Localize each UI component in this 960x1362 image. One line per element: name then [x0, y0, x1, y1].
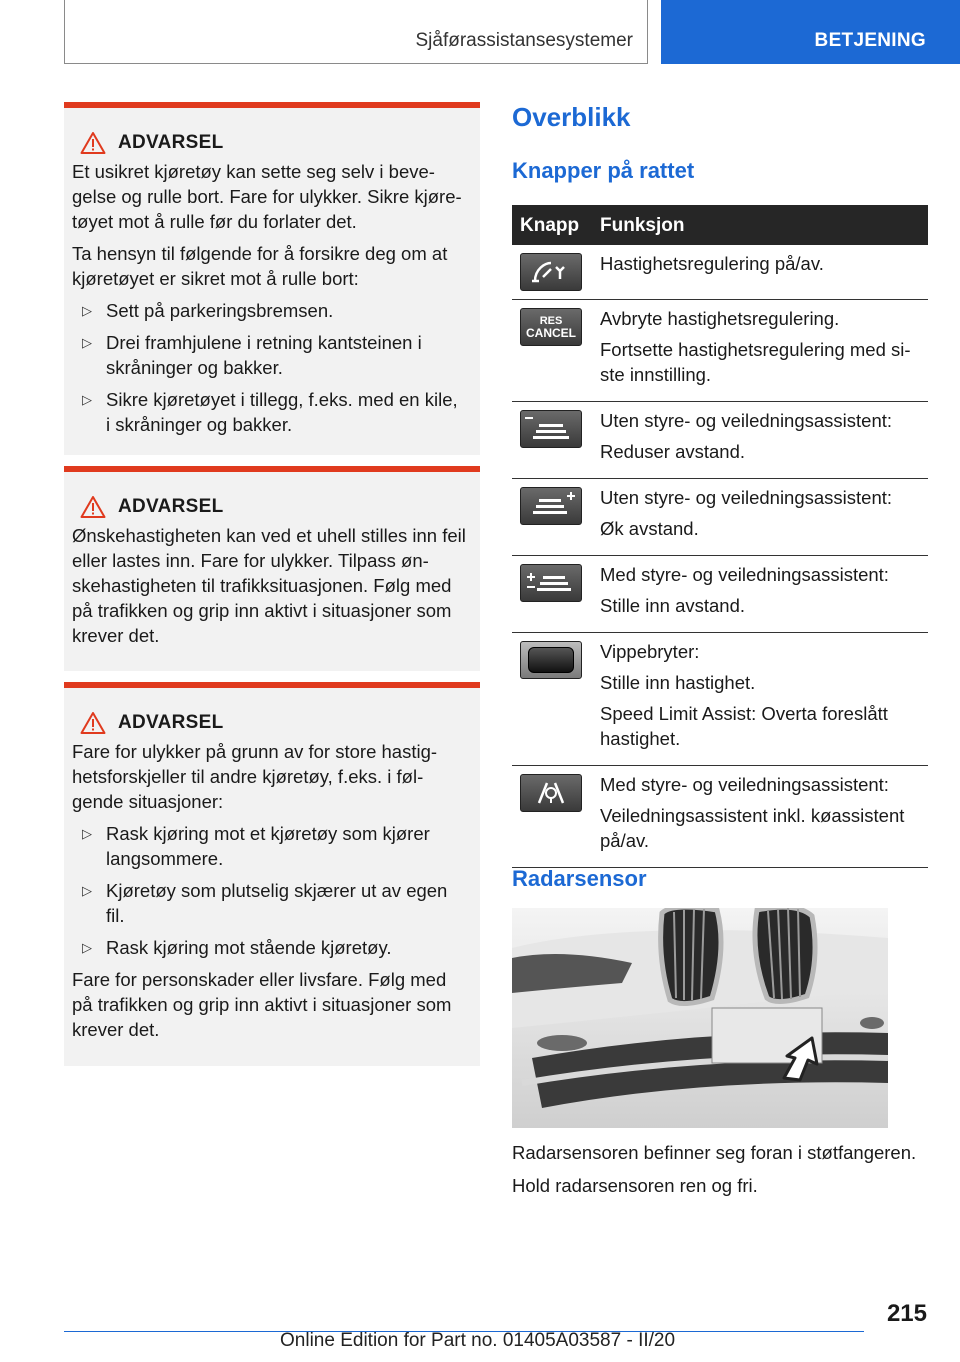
warning-box-2 [64, 466, 480, 671]
table-row [512, 766, 928, 868]
function-text: Øk avstand. [600, 518, 699, 539]
warning-bullet-list [72, 298, 466, 437]
function-text: Med styre- og veiledningsassistent: [600, 564, 889, 585]
triangle-bullet-icon: ▷ [82, 826, 92, 841]
res-cancel-icon: RES CANCEL [520, 308, 582, 346]
triangle-bullet-icon: ▷ [82, 940, 92, 955]
warning-box-1 [64, 102, 480, 455]
list-item: ▷ Kjøretøy som plutselig skjærer ut av egen fil. [82, 880, 448, 926]
warning-triangle-icon [80, 711, 106, 735]
warning-title: ADVARSEL [80, 710, 466, 735]
header-chapter-tab[interactable]: BETJENING [661, 0, 960, 64]
warning-text: Et usikret kjøretøy kan sette seg selv i bevegelse og rulle bort. Fare for ulykker. Sikre kjøretøyet mot å rulle før du forlater det. [72, 161, 462, 232]
warning-text: Fare for ulykker på grunn av for store hastighetsforskjeller til andre kjøretøy, f.eks. i følgende situasjoner: [72, 741, 438, 812]
steering-assist-icon [520, 774, 582, 812]
warning-triangle-icon [80, 495, 106, 519]
warning-text: Ta hensyn til følgende for å forsikre deg om at kjøretøyet er sikret mot å rulle bort: [72, 243, 448, 289]
function-text: Veiledningsassistent inkl. køassistent på/av. [600, 805, 905, 851]
list-item: ▷ Sett på parkeringsbremsen. [82, 300, 334, 321]
section-heading: Overblikk [512, 102, 631, 132]
function-text: Stille inn hastighet. [600, 672, 756, 693]
rocker-switch-icon [520, 641, 582, 679]
function-text: Stille inn avstand. [600, 595, 746, 616]
table-header-button: Knapp [512, 205, 592, 245]
header-section-title: Sjåførassistansesystemer [64, 0, 648, 64]
warning-text: Ønskehastigheten kan ved et uhell stilles inn feil eller lastes inn. Fare for ulykker. Tilpass ønskehastigheten til trafikksituasjonen. Følg med på trafikken og grip inn aktivt i situasjoner som krever det. [72, 525, 466, 646]
function-text: Speed Limit Assist: Overta foreslått hastighet. [600, 703, 888, 749]
warning-triangle-icon [80, 131, 106, 155]
distance-set-icon [520, 564, 582, 602]
triangle-bullet-icon: ▷ [82, 303, 92, 318]
warning-title: ADVARSEL [80, 494, 466, 519]
radar-sensor-car-front-image [512, 908, 888, 1128]
button-function-table [512, 205, 928, 868]
radar-caption: Hold radarsensoren ren og fri. [512, 1175, 758, 1196]
list-item: ▷ Sikre kjøretøyet i tillegg, f.eks. med en kile, i skråninger og bakker. [82, 389, 458, 435]
table-header-function: Funksjon [592, 205, 928, 245]
function-text: Reduser avstand. [600, 441, 746, 462]
list-item: ▷ Drei framhjulene i retning kantsteinen i skråninger og bakker. [82, 332, 422, 378]
distance-plus-icon [520, 487, 582, 525]
triangle-bullet-icon: ▷ [82, 392, 92, 407]
radar-caption: Radarsensoren befinner seg foran i støtfangeren. [512, 1142, 917, 1163]
distance-minus-icon [520, 410, 582, 448]
warning-title: ADVARSEL [80, 130, 466, 155]
function-text: Hastighetsregulering på/av. [600, 253, 824, 274]
table-row [512, 402, 928, 479]
footer-edition: Online Edition for Part no. 01405A03587 - II/20 [280, 1330, 676, 1351]
list-item: ▷ Rask kjøring mot stående kjøretøy. [82, 937, 392, 958]
table-row [512, 633, 928, 766]
function-text: Med styre- og veiledningsassistent: [600, 774, 889, 795]
table-row [512, 300, 928, 402]
warning-text: Fare for personskader eller livsfare. Følg med på trafikken og grip inn aktivt i situasjoner som krever det. [72, 969, 452, 1040]
table-row [512, 479, 928, 556]
function-text: Avbryte hastighetsregulering. [600, 308, 840, 329]
table-row [512, 556, 928, 633]
subsection-heading: Knapper på rattet [512, 158, 695, 183]
warning-box-3 [64, 682, 480, 1066]
page-number: 215 [886, 1300, 927, 1327]
warning-bullet-list [72, 821, 466, 960]
function-text: Uten styre- og veiledningsassistent: [600, 487, 893, 508]
radar-heading: Radarsensor [512, 866, 647, 891]
function-text: Vippebryter: [600, 641, 700, 662]
list-item: ▷ Rask kjøring mot et kjøretøy som kjører langsommere. [82, 823, 430, 869]
triangle-bullet-icon: ▷ [82, 335, 92, 350]
cruise-control-icon [520, 253, 582, 291]
table-row [512, 245, 928, 300]
function-text: Fortsette hastighetsregulering med siste innstilling. [600, 339, 911, 385]
function-text: Uten styre- og veiledningsassistent: [600, 410, 893, 431]
triangle-bullet-icon: ▷ [82, 883, 92, 898]
